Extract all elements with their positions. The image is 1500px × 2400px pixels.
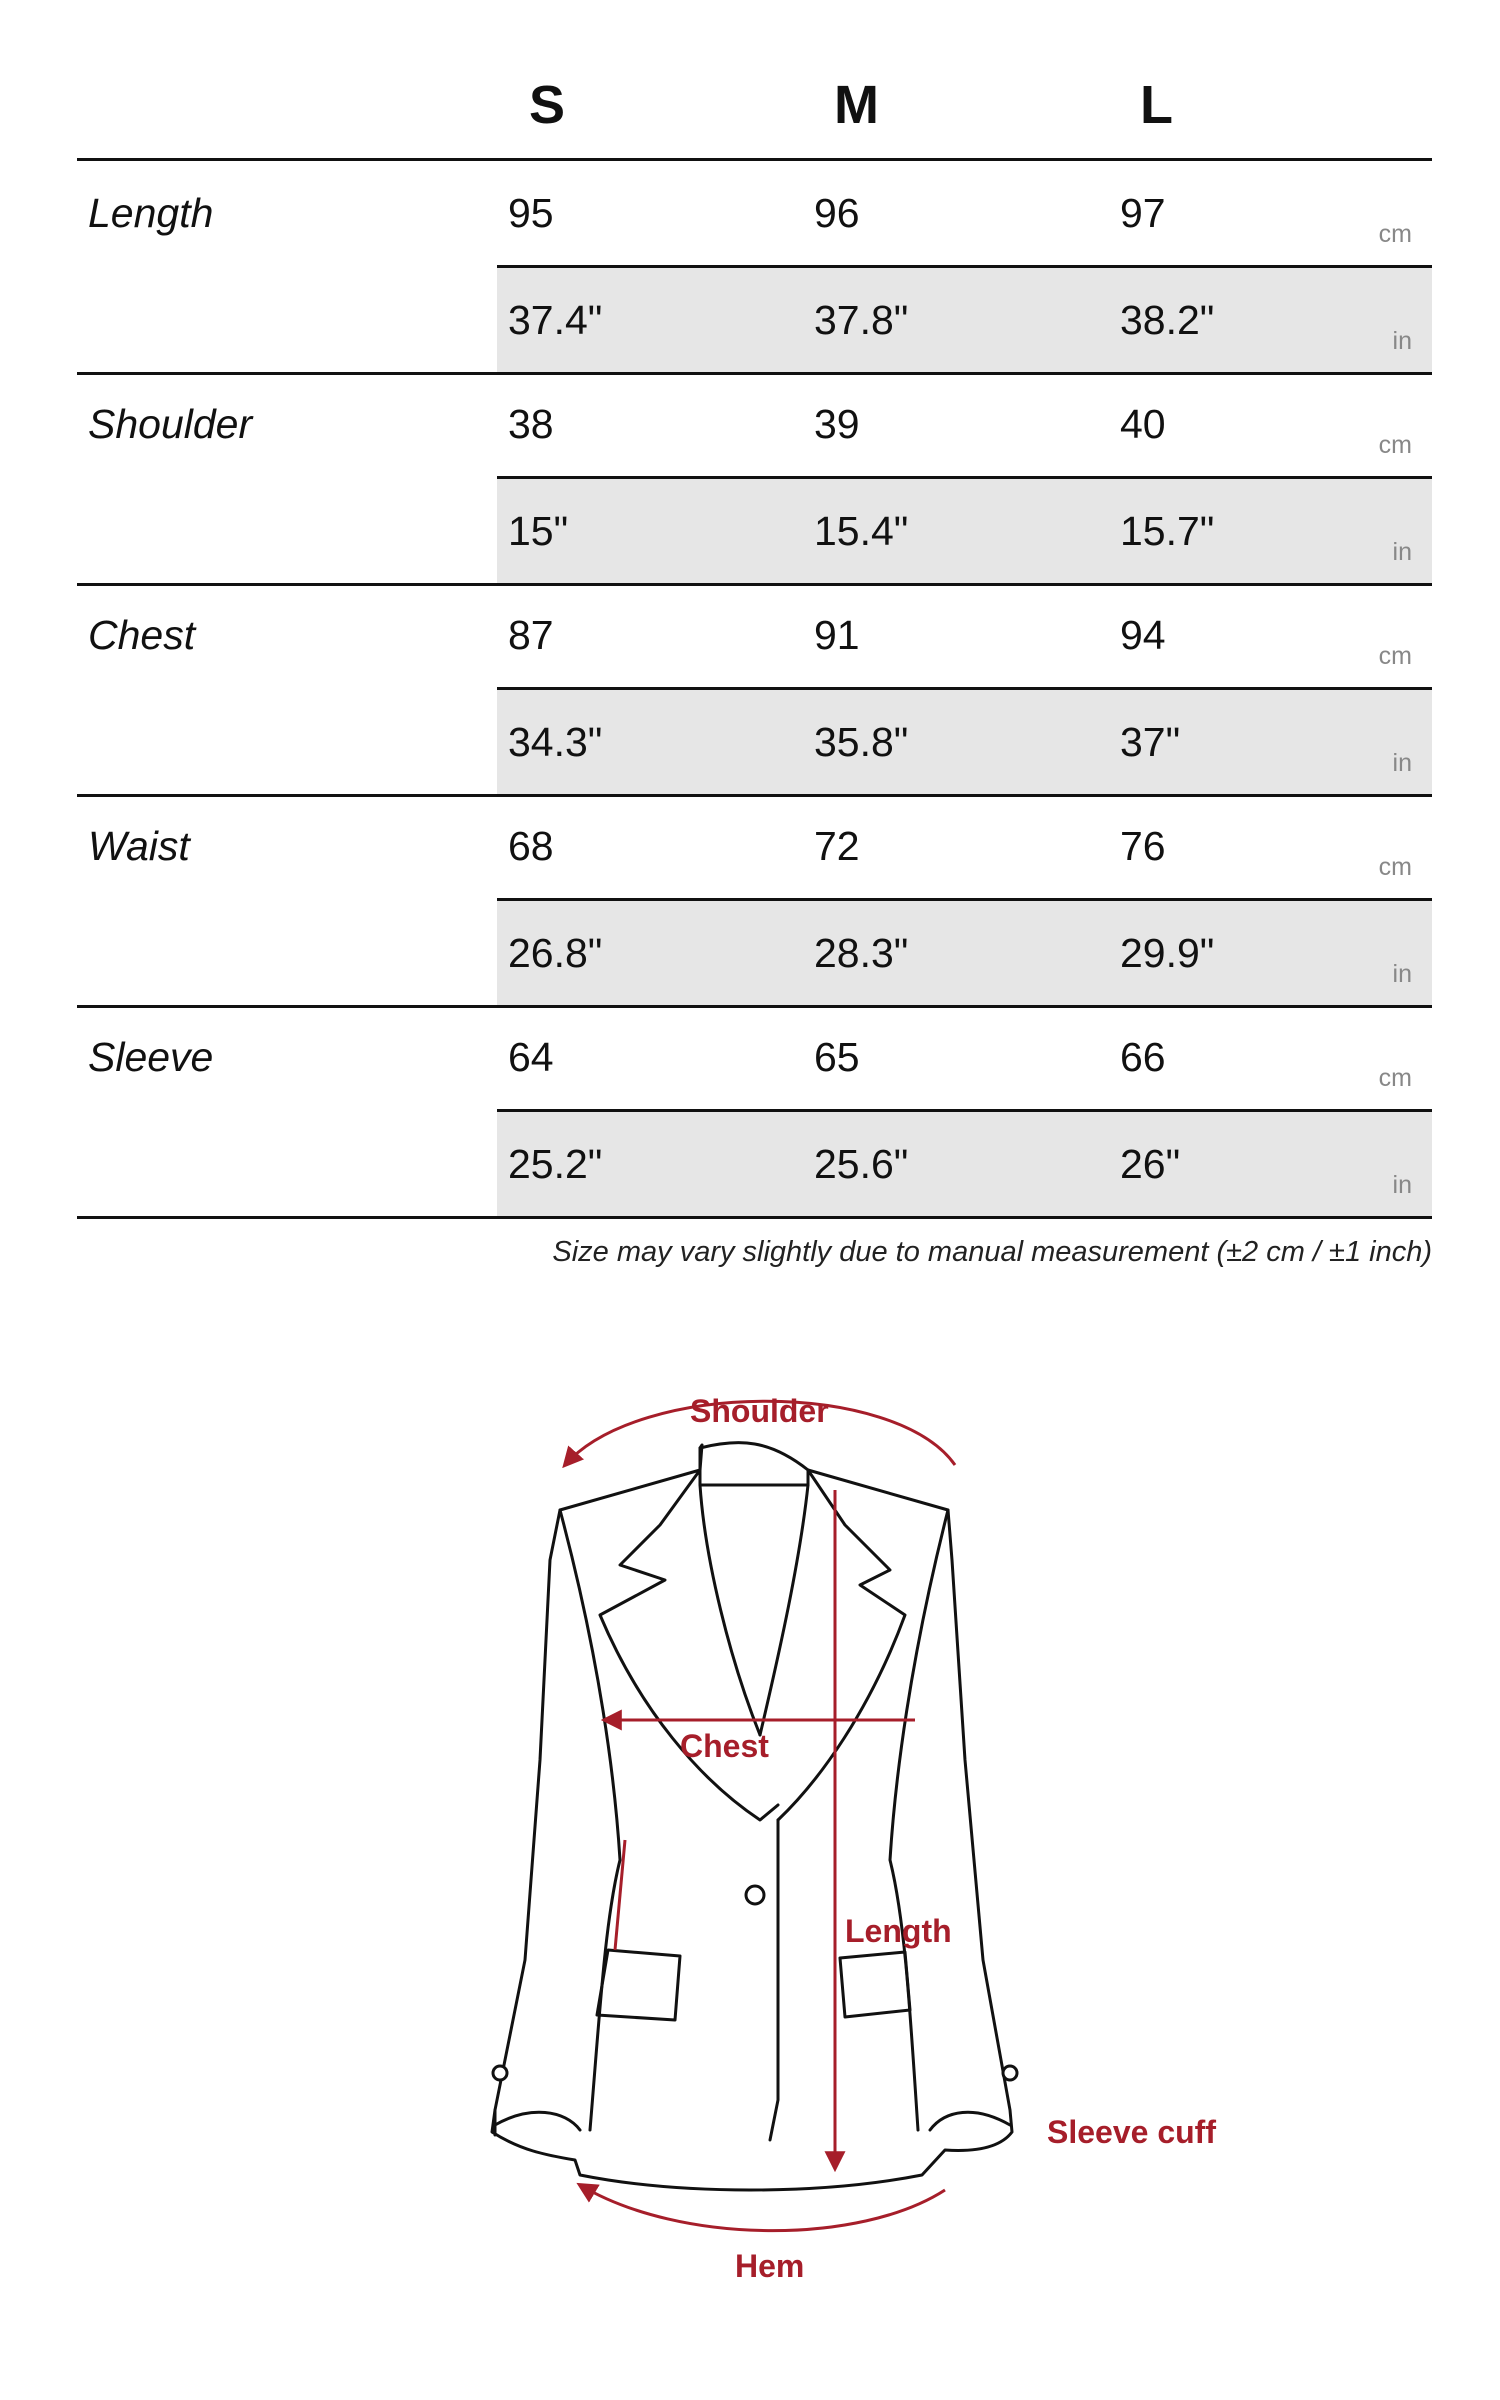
measurement-name: Waist [88,823,190,869]
value-l-in: 29.9" [1120,930,1215,976]
chest-label: Chest [680,1728,769,1764]
value-m-cm: 96 [814,190,860,236]
size-header-row [77,0,1432,161]
cm-row [497,1005,1432,1109]
button-icon [746,1886,764,1904]
measurement-arrows [565,1401,955,2230]
measurement-note: Size may vary slightly due to manual measurement (±2 cm / ±1 inch) [552,1236,1432,1268]
hem-label: Hem [735,2248,805,2284]
inch-row [497,687,1432,794]
unit-cm: cm [1378,431,1412,459]
measurement-diagram [0,1360,1500,2320]
cm-row [497,794,1432,898]
unit-in: in [1392,749,1412,777]
unit-in: in [1392,327,1412,355]
value-m-cm: 91 [814,612,860,658]
inch-row [497,898,1432,1005]
value-s-cm: 64 [508,1034,554,1080]
measurement-name: Sleeve [88,1034,214,1080]
value-l-cm: 40 [1120,401,1166,447]
value-m-cm: 39 [814,401,860,447]
inch-row [497,476,1432,583]
size-label-s: S [529,75,566,135]
blazer-outline-icon [0,1360,1500,2320]
value-s-cm: 95 [508,190,554,236]
measurement-name: Chest [88,612,196,658]
sleeve-cuff-label: Sleeve cuff [1047,2114,1216,2150]
unit-cm: cm [1378,220,1412,248]
measurement-name: Length [88,190,214,236]
value-s-cm: 38 [508,401,554,447]
unit-cm: cm [1378,642,1412,670]
cuff-button-icon [1003,2066,1017,2080]
inch-row [497,1109,1432,1216]
value-s-in: 37.4" [508,297,603,343]
value-l-in: 26" [1120,1141,1181,1187]
cuff-button-icon [493,2066,507,2080]
value-l-cm: 94 [1120,612,1166,658]
measurement-group-shoulder [77,372,1432,586]
value-m-in: 37.8" [814,297,909,343]
value-s-in: 25.2" [508,1141,603,1187]
value-s-in: 26.8" [508,930,603,976]
value-s-cm: 68 [508,823,554,869]
value-s-in: 34.3" [508,719,603,765]
value-l-in: 38.2" [1120,297,1215,343]
value-m-in: 28.3" [814,930,909,976]
value-m-in: 15.4" [814,508,909,554]
value-l-cm: 76 [1120,823,1166,869]
value-m-cm: 65 [814,1034,860,1080]
value-m-in: 25.6" [814,1141,909,1187]
unit-cm: cm [1378,1064,1412,1092]
cm-row [497,372,1432,476]
unit-cm: cm [1378,853,1412,881]
cm-row [497,161,1432,265]
value-l-in: 15.7" [1120,508,1215,554]
value-l-in: 37" [1120,719,1181,765]
measurement-group-sleeve [77,1005,1432,1219]
hem-arrow [580,2185,945,2231]
inch-row [497,265,1432,372]
measurement-group-waist [77,794,1432,1008]
length-label: Length [845,1913,952,1949]
size-label-m: M [834,75,879,135]
unit-in: in [1392,960,1412,988]
unit-in: in [1392,538,1412,566]
measurement-group-length [77,161,1432,375]
value-s-in: 15" [508,508,569,554]
value-l-cm: 97 [1120,190,1166,236]
measurement-name: Shoulder [88,401,253,447]
measurement-group-chest [77,583,1432,797]
blazer-outline [492,1443,1012,2190]
value-l-cm: 66 [1120,1034,1166,1080]
value-m-in: 35.8" [814,719,909,765]
value-m-cm: 72 [814,823,860,869]
unit-in: in [1392,1171,1412,1199]
cm-row [497,583,1432,687]
value-s-cm: 87 [508,612,554,658]
size-label-l: L [1140,75,1173,135]
shoulder-label: Shoulder [690,1393,829,1429]
